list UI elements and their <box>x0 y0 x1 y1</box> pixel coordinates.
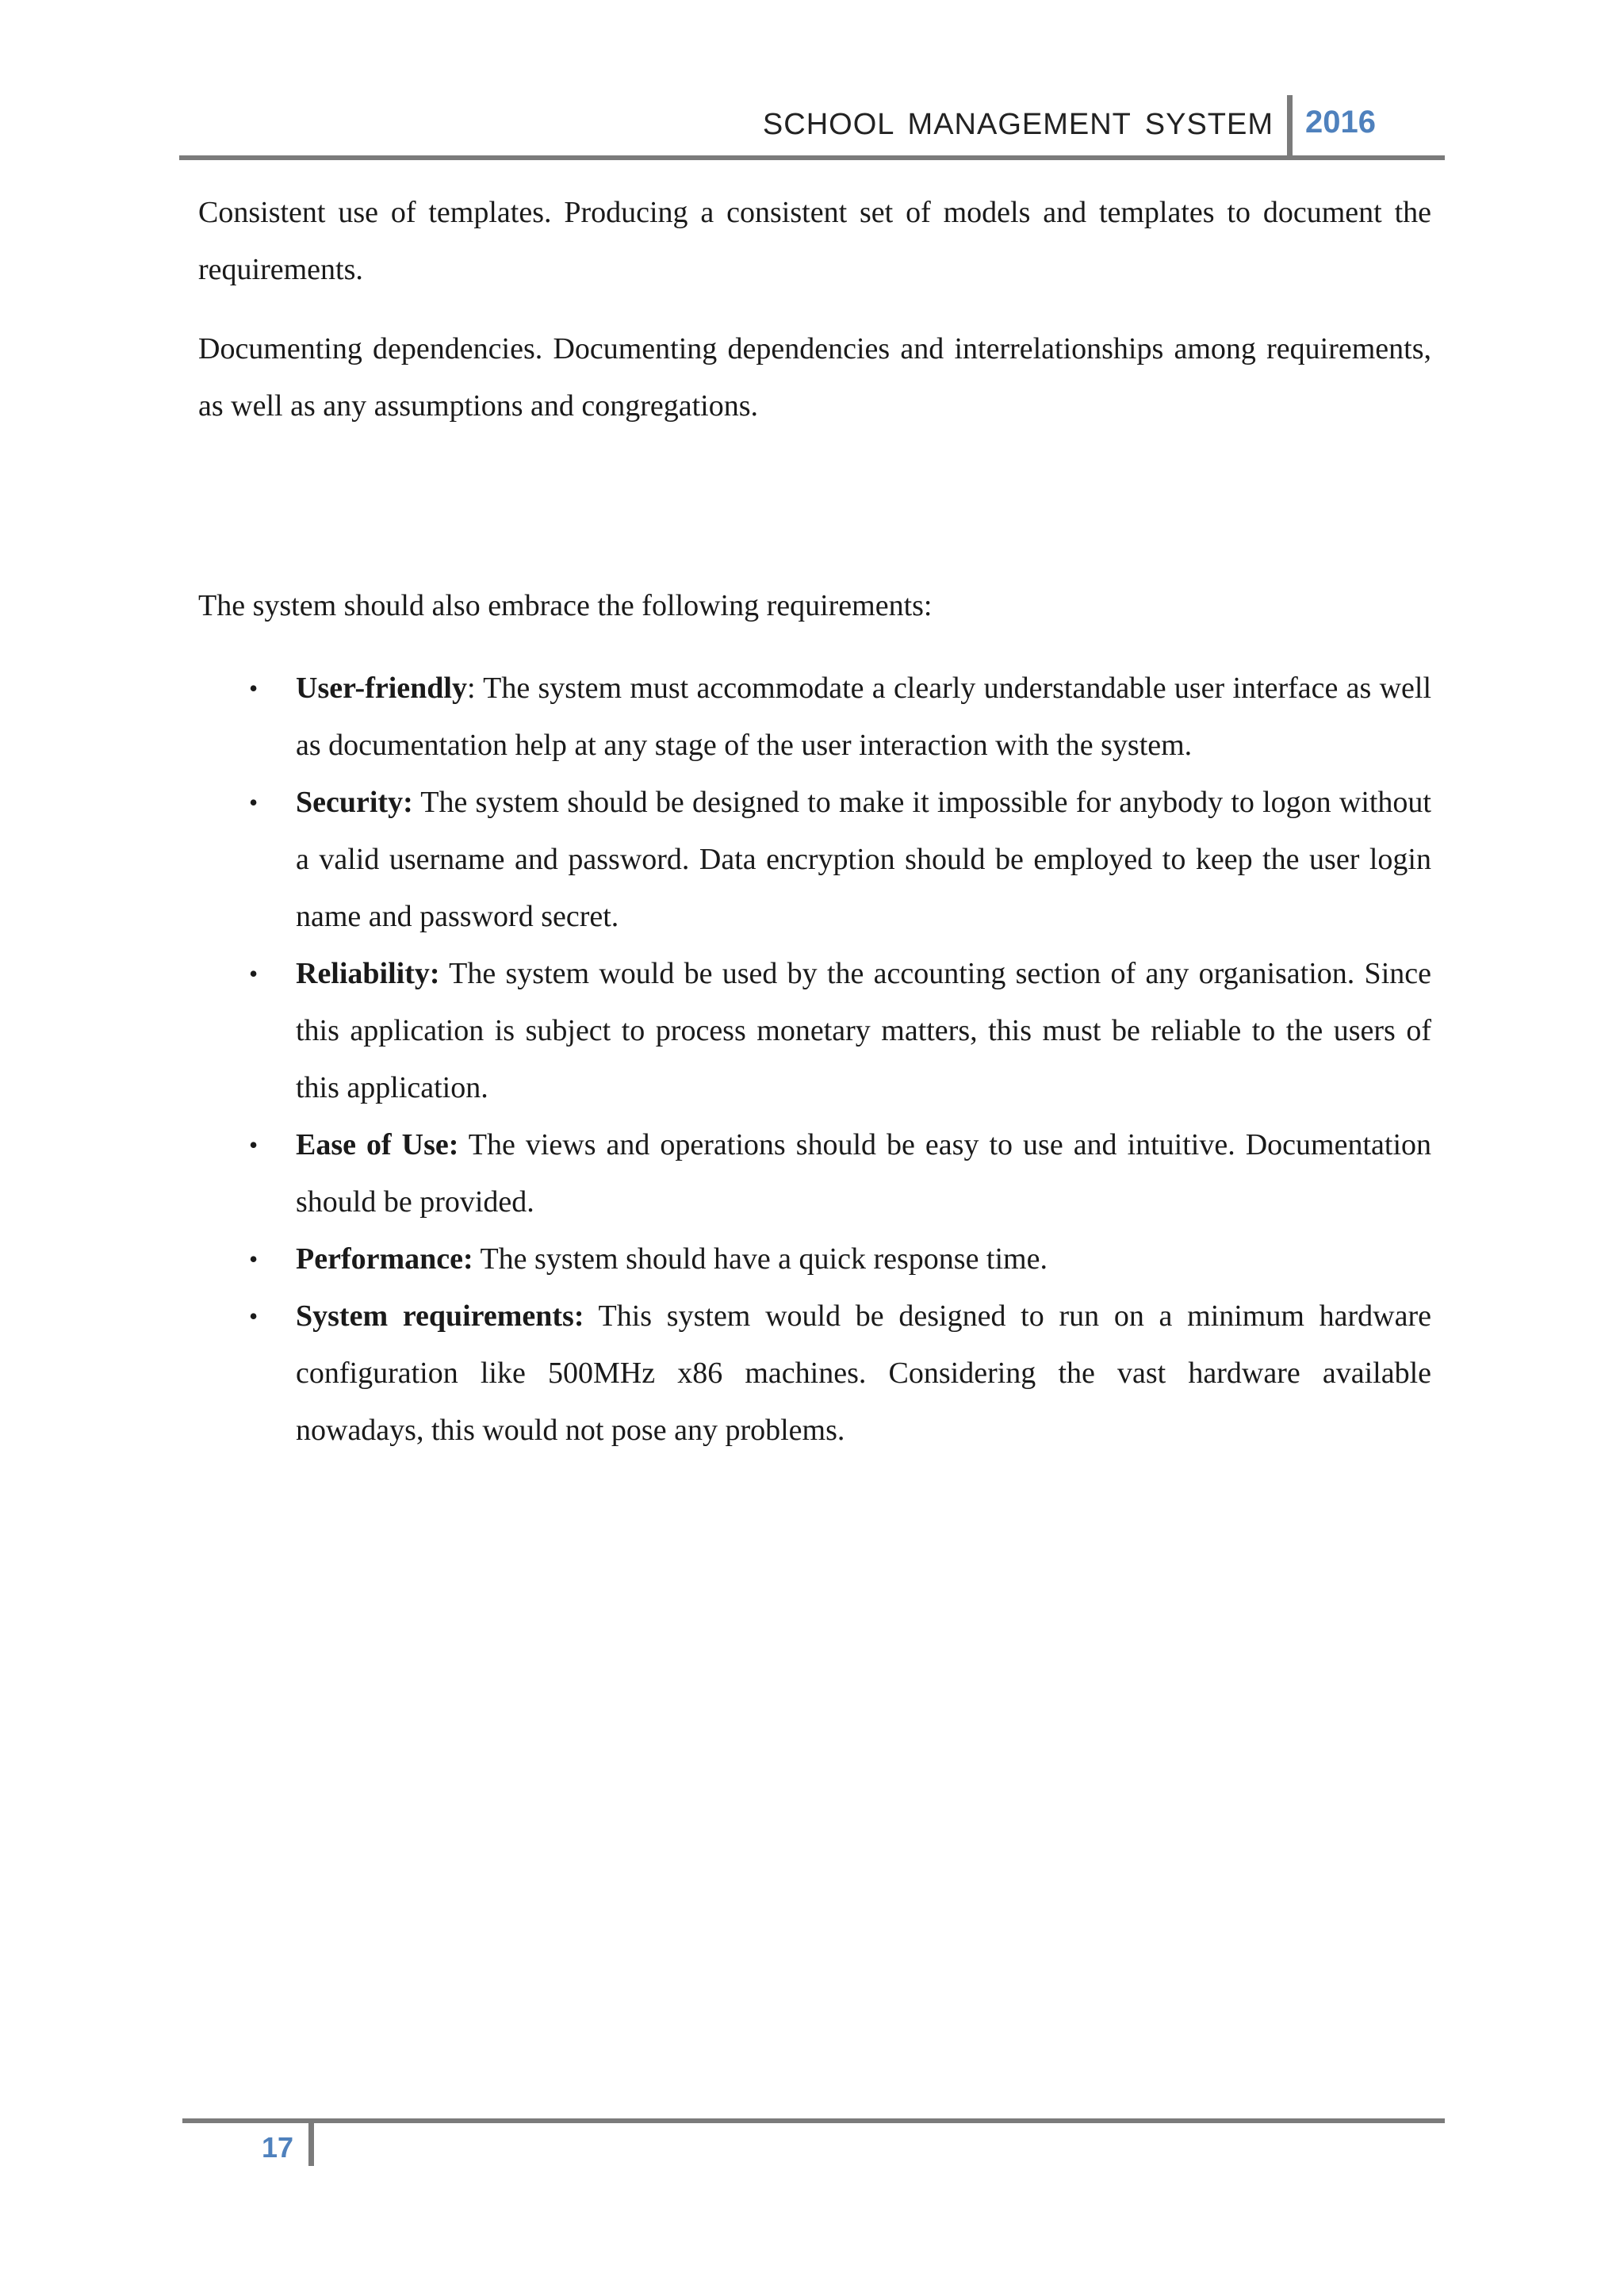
bullet-icon: • <box>249 788 259 817</box>
requirement-term: User-friendly <box>296 672 467 705</box>
bullet-icon: • <box>249 959 259 988</box>
requirement-separator <box>458 1128 468 1161</box>
page-header <box>179 94 1445 160</box>
requirement-separator <box>584 1299 598 1333</box>
header-title: SCHOOL MANAGEMENT SYSTEM <box>762 108 1274 141</box>
list-item <box>198 660 1431 774</box>
list-item <box>198 774 1431 945</box>
bullet-icon: • <box>249 674 259 702</box>
spacer <box>198 457 1431 577</box>
requirement-term: Security: <box>296 786 413 819</box>
requirement-term: Performance: <box>296 1242 473 1276</box>
header-separator <box>1287 95 1293 155</box>
requirement-separator: : <box>466 672 484 705</box>
requirement-text: The system must accommodate a clearly understandable user interface as well as documentation help at any stage of the user interaction with the system. <box>296 672 1431 762</box>
paragraph-templates: Consistent use of templates. Producing a consistent set of models and templates to document the requirements. <box>198 196 1431 286</box>
requirements-intro: The system should also embrace the following requirements: <box>198 589 933 622</box>
requirement-term: System requirements: <box>296 1299 584 1333</box>
header-rule <box>179 155 1445 160</box>
requirement-text: The views and operations should be easy to use and intuitive. Documentation should be provided. <box>296 1128 1432 1219</box>
paragraph-dependencies: Documenting dependencies. Documenting dependencies and interrelationships among requirements, as well as any assumptions and congregations. <box>198 332 1431 423</box>
requirement-text: The system should be designed to make it impossible for anybody to logon without a valid username and password. Data encryption should be employed to keep the user login name and password secret. <box>296 786 1431 933</box>
list-item <box>198 945 1431 1116</box>
requirement-text: This system would be designed to run on a minimum hardware configuration like 500MHz x86 machines. Considering the vast hardware available nowadays, this would not pose any problems. <box>296 1299 1431 1447</box>
bullet-icon: • <box>249 1245 259 1273</box>
requirement-text: The system should have a quick response time. <box>480 1242 1048 1276</box>
footer-separator <box>308 2122 314 2166</box>
requirement-term: Ease of Use: <box>296 1128 459 1161</box>
list-item <box>198 1230 1431 1288</box>
requirement-term: Reliability: <box>296 957 440 990</box>
requirements-list <box>198 660 1431 1459</box>
requirement-text: The system would be used by the accounting section of any organisation. Since this application is subject to process monetary matters, this must be reliable to the users of this application. <box>296 957 1431 1104</box>
bullet-icon: • <box>249 1131 259 1159</box>
list-item <box>198 1116 1431 1230</box>
page-body <box>198 184 1431 1459</box>
page-number: 17 <box>262 2131 294 2164</box>
bullet-icon: • <box>249 1302 259 1330</box>
list-item <box>198 1288 1431 1459</box>
requirement-separator <box>413 786 421 819</box>
header-year: 2016 <box>1305 105 1376 140</box>
footer-rule <box>182 2118 1445 2123</box>
requirement-separator <box>440 957 450 990</box>
